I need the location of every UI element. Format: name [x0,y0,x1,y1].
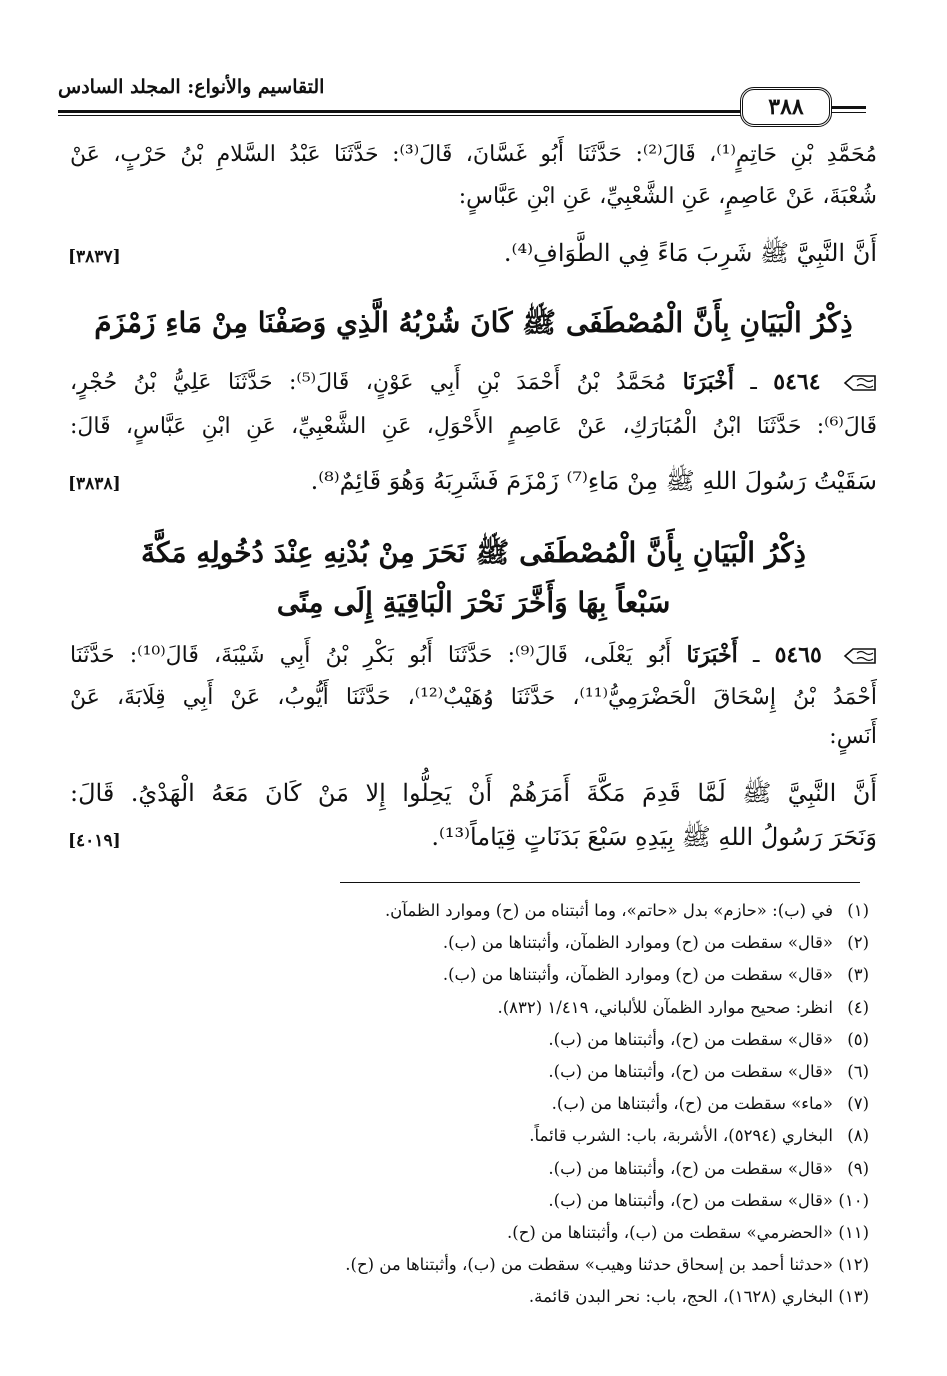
footnote [507,1222,869,1244]
running-title: التقاسيم والأنواع: المجلد السادس [58,76,325,98]
footnote [552,1093,869,1115]
footnote-text: في (ب): «حازم» بدل «حاتم»، وما أثبتناه من (ح) وموارد الظمآن. [384,901,833,920]
header-rule [58,110,748,113]
footnote-number: (٨) [847,1126,869,1146]
footnote [345,1254,869,1276]
footnote-text: «قال» سقطت من (ح) وموارد الظمآن، وأثبتناها من (ب). [442,965,833,985]
footnote [548,1190,869,1212]
footnote-text: «قال» سقطت من (ح)، وأثبتناها من (ب). [548,1062,833,1081]
footnote-text: «قال» سقطت من (ح)، وأثبتناها من (ب). [548,1158,833,1178]
chapter-heading: ذِكْرُ الْبَيَانِ بِأَنَّ الْمُصْطَفَى ﷺ كَانَ شُرْبُهُ الَّذِي وَصَفْنَا مِنْ مَاءِ زَمْزَمَ [94,306,853,339]
hadith-ornament-icon [843,645,877,667]
isnad-line: أَنَسٍ: [829,724,877,749]
footnote [497,997,869,1019]
footnote-text: «ماء» سقطت من (ح)، وأثبتناها من (ب). [551,1094,833,1114]
footnote-text: «قال» سقطت من (ح)، وأثبتناها من (ب). [548,1190,833,1210]
hadith-reference: [٣٨٣٧] [68,247,121,267]
footnote [443,932,869,954]
footnote [548,1158,869,1180]
footnote-number: (٩) [847,1158,869,1178]
footnote [529,1286,869,1308]
footnote [385,900,869,922]
matn-line: أَنَّ النَّبِيَّ ﷺ شَرِبَ مَاءً فِي الطَّوَافِ⁽⁴⁾. [503,239,877,267]
akhbarana: أَخْبَرَنَا [682,369,734,395]
matn-line: وَنَحَرَ رَسُولُ اللهِ ﷺ بِيَدِهِ سَبْعَ بَدَنَاتٍ قِيَاماً⁽¹³⁾. [431,823,877,851]
hadith-number: ٥٤٦٤ [773,369,821,395]
matn-line: سَقَيْتُ رَسُولَ اللهِ ﷺ مِنْ مَاءِ⁽⁷⁾ زَمْزَمَ فَشَرِبَهُ وَهُوَ قَائِمٌ⁽⁸⁾. [310,467,877,495]
header-rule-right-thin [832,112,866,113]
footnote-number: (١٣) [838,1287,869,1307]
isnad-line: ٥٤٦٤ ـ أَخْبَرَنَا مُحَمَّدُ بْنُ أَحْمَدَ بْنِ أَبِي عَوْنٍ، قَالَ⁽⁵⁾: حَدَّثَنَا عَلِيُّ بْنُ حُجْرٍ، [70,367,877,398]
isnad-line: أَحْمَدُ بْنُ إِسْحَاقَ الْحَضْرَمِيُّ⁽¹¹⁾، حَدَّثَنَا وُهَيْبٌ⁽¹²⁾، حَدَّثَنَا أَيُّوبُ، عَنْ أَبِي قِلَابَةَ، عَنْ [70,685,877,710]
header-rule-thin [58,115,748,116]
footnote-number: (٢) [847,933,869,953]
hadith-ornament-icon [843,372,877,394]
isnad-text: مُحَمَّدُ بْنُ أَحْمَدَ بْنِ أَبِي عَوْنٍ، قَالَ⁽⁵⁾: حَدَّثَنَا عَلِيُّ بْنُ حُجْرٍ، [70,370,667,395]
footnote-number: (٣) [847,965,869,985]
isnad-line: ٥٤٦٥ ـ أَخْبَرَنَا أَبُو يَعْلَى، قَالَ⁽⁹⁾: حَدَّثَنَا أَبُو بَكْرِ بْنُ أَبِي شَيْبَةَ، قَالَ⁽¹⁰⁾: حَدَّثَنَا [70,640,877,671]
akhbarana: أَخْبَرَنَا [686,642,738,668]
footnote-text: البخاري (١٦٢٨)، الحج، باب: نحر البدن قائمة. [528,1287,833,1307]
footnote-number: (١٢) [838,1255,869,1275]
isnad-line: مُحَمَّدِ بْنِ حَاتِمٍ⁽¹⁾، قَالَ⁽²⁾: حَدَّثَنَا أَبُو غَسَّانَ، قَالَ⁽³⁾: حَدَّثَنَا عَبْدُ السَّلامِ بْنُ حَرْبٍ، عَنْ [70,142,877,167]
isnad-line: شُعْبَةَ، عَنْ عَاصِمٍ، عَنِ الشَّعْبِيِّ، عَنِ ابْنِ عَبَّاسٍ: [458,184,877,209]
footnote-text: «قال» سقطت من (ح)، وأثبتناها من (ب). [548,1029,833,1049]
footnote-number: (٥) [847,1029,869,1049]
footnote-number: (٧) [847,1094,869,1114]
isnad-text: أَبُو يَعْلَى، قَالَ⁽⁹⁾: حَدَّثَنَا أَبُو بَكْرِ بْنُ أَبِي شَيْبَةَ، قَالَ⁽¹⁰⁾: حَدَّثَنَا [70,643,672,668]
footnote-number: (١) [847,901,869,920]
footnote [529,1125,869,1147]
footnote-number: (٤) [847,997,869,1017]
isnad-line: قَالَ⁽⁶⁾: حَدَّثَنَا ابْنُ الْمُبَارَكِ، عَنْ عَاصِمٍ الأَحْوَلِ، عَنِ الشَّعْبِيِّ، عَنِ ابْنِ عَبَّاسٍ، قَالَ: [70,414,877,439]
hadith-reference: [٣٨٣٨] [68,474,121,494]
footnote-text: البخاري (٥٢٩٤)، الأشربة، باب: الشرب قائماً. [529,1126,833,1146]
matn-line: أَنَّ النَّبِيَّ ﷺ لَمَّا قَدِمَ مَكَّةَ أَمَرَهُمْ أَنْ يَحِلُّوا إِلا مَنْ كَانَ مَعَهُ الْهَدْيُ. قَالَ: [70,779,877,807]
footnote-text: «قال» سقطت من (ح) وموارد الظمآن، وأثبتناها من (ب). [442,933,833,953]
footnote-text: «الحضرمي» سقطت من (ب)، وأثبتناها من (ح). [507,1223,833,1242]
footnote-text: «حدثنا أحمد بن إسحاق حدثنا وهيب» سقطت من (ب)، وأثبتناها من (ح). [345,1255,833,1275]
header-rule-right [832,106,866,109]
hadith-reference: [٤٠١٩] [68,831,121,851]
footnote [548,1061,869,1083]
page-header [58,70,866,130]
page-number: ٣٨٨ [740,87,832,127]
footnote-number: (١٠) [838,1190,869,1210]
chapter-heading: سَبْعاً بِهَا وَأَخَّرَ نَحْرَ الْبَاقِيَةِ إِلَى مِنًى [276,586,671,619]
footnote [548,1029,869,1051]
footnote-text: انظر: صحيح موارد الظمآن للألباني، ١/٤١٩ (٨٣٢). [497,997,833,1017]
footnote-number: (١١) [838,1223,869,1242]
footnote-number: (٦) [847,1062,869,1081]
footnote [443,964,869,986]
footnote-separator [340,882,860,883]
chapter-heading: ذِكْرُ الْبَيَانِ بِأَنَّ الْمُصْطَفَى ﷺ نَحَرَ مِنْ بُدْنِهِ عِنْدَ دُخُولِهِ مَكَّةَ [140,536,807,569]
hadith-number: ٥٤٦٥ [774,642,822,668]
